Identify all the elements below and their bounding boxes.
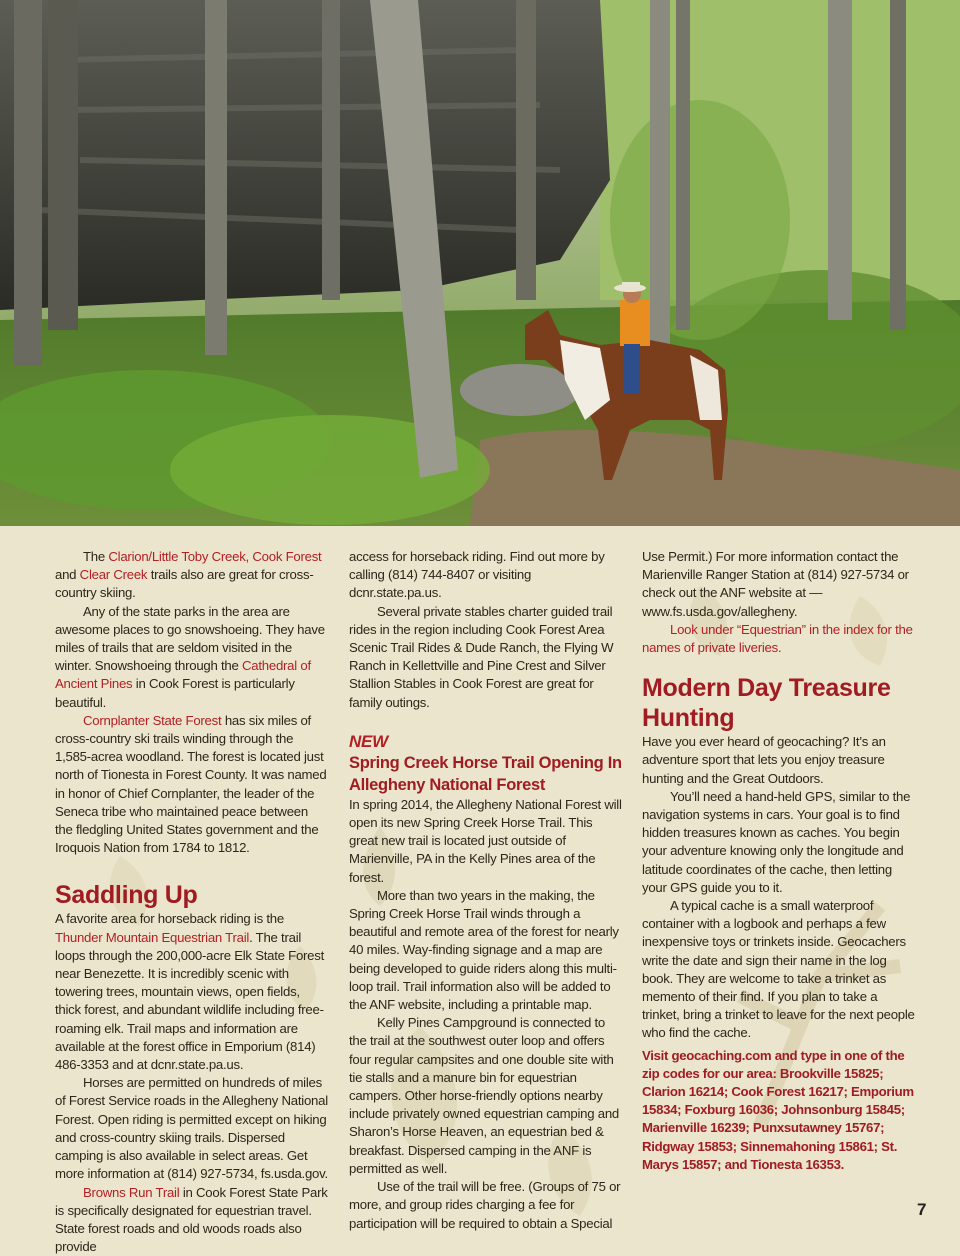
section-heading-saddling-up: Saddling Up (55, 880, 328, 910)
geocaching-zip-codes: Visit geocaching.com and type in one of the zip codes for our area: Brookville 15825; Clarion 16214; Cook Forest 16217; Emporium 15834; Foxburg 16036; Johnsonburg 15845; Marienville 16239; Punxsutawney 15767; Ridgway 15853; Sinnemahoning 15861; St. Marys 15857; and Tionesta 16353. (642, 1047, 917, 1174)
text: has six miles of cross-country ski trails winding through the 1,585-acrea woodland. The forest is located just north of Tionesta in Forest County. It was named in honor of Chief Cornplanter, the leader of the Seneca tribe who maintained peace between the fledgling United States government and the Iroquois Nation from 1784 to 1812. (55, 713, 326, 855)
paragraph (55, 1184, 328, 1256)
link-clear-creek[interactable]: Clear Creek (80, 567, 148, 582)
paragraph: Use of the trail will be free. (Groups of 75 or more, and group rides charging a fee for participation will be required to obtain a Special (349, 1178, 622, 1233)
text: A favorite area for horseback riding is the (55, 911, 284, 926)
paragraph: A typical cache is a small waterproof container with a logbook and perhaps a few inexpensive toys or trinkets inside. Geocachers write the date and sign their name in the log book. They are welcome to take a trinket as memento of their find. If you plan to take a trinket, bring a trinket to leave for the next people who find the cache. (642, 897, 917, 1043)
paragraph: Have you ever heard of geocaching? It’s an adventure sport that lets you enjoy treasure hunting and the Great Outdoors. (642, 733, 917, 788)
paragraph (55, 910, 328, 1074)
subheading-spring-creek: Spring Creek Horse Trail Opening In Allegheny National Forest (349, 752, 622, 796)
text: trails also are great for cross-country skiing. (55, 567, 313, 600)
paragraph: access for horseback riding. Find out more by calling (814) 744-8407 or visiting dcnr.state.pa.us. (349, 548, 622, 603)
paragraph: More than two years in the making, the Spring Creek Horse Trail winds through a beautiful and remote area of the forest for nearly 40 miles. Way-finding signage and a map are being developed to guide riders along this multi-loop trail. Trail information also will be added to the ANF website, including a printable map. (349, 887, 622, 1014)
text: in Cook Forest State Park is specifically designated for equestrian travel. State forest roads and old woods roads also provide (55, 1185, 328, 1255)
paragraph (55, 603, 328, 712)
column-middle (349, 548, 622, 1233)
paragraph (55, 548, 328, 603)
text: in Cook Forest is particularly beautiful. (55, 676, 295, 709)
paragraph: Use Permit.) For more information contact the Marienville Ranger Station at (814) 927-5734 or check out the ANF website at — www.fs.usda.gov/allegheny. (642, 548, 917, 621)
paragraph: Kelly Pines Campground is connected to the trail at the southwest outer loop and offers four regular campsites and one double site with tie stalls and a manure bin for equestrian campers. Other horse-friendly options nearby include privately owned equestrian camping and Sharon’s Horse Heaven, an equestrian bed & breakfast. Dispersed camping in the ANF is permitted as well. (349, 1014, 622, 1178)
text: Any of the state parks in the area are awesome places to go snowshoeing. They have miles of trails that are seldom visited in the winter. Snowshoeing through the (55, 604, 325, 674)
equestrian-index-note: Look under “Equestrian” in the index for the names of private liveries. (642, 621, 917, 657)
text: The (83, 549, 108, 564)
section-heading-treasure-hunting: Modern Day Treasure Hunting (642, 673, 917, 733)
paragraph: You’ll need a hand-held GPS, similar to the navigation systems in cars. Your goal is to find hidden treasures known as caches. You begin your adventure knowing only the longitude and latitude coordinates of the cache, then letting your GPS guide you to it. (642, 788, 917, 897)
article-page (0, 526, 960, 1245)
text: . The trail loops through the 200,000-acre Elk State Forest near Benezette. It is incredibly scenic with towering trees, mountain views, open fields, thick forest, and abundant wildlife including free-roaming elk. Trail maps and information are available at the forest office in Emporium (814) 486-3353 and at dcnr.state.pa.us. (55, 930, 324, 1072)
paragraph: In spring 2014, the Allegheny National Forest will open its new Spring Creek Horse Trail. This great new trail is located just outside of Marienville, PA in the Kelly Pines area of the forest. (349, 796, 622, 887)
link-clarion-trails[interactable]: Clarion/Little Toby Creek, Cook Forest (108, 549, 321, 564)
link-browns-run-trail[interactable]: Browns Run Trail (83, 1185, 179, 1200)
paragraph: Horses are permitted on hundreds of miles of Forest Service roads in the Allegheny National Forest. Open riding is permitted except on hiking and cross-country skiing trails. Dispersed camping is also available in select areas. Get more information at (814) 927-5734, fs.usda.gov. (55, 1074, 328, 1183)
link-cathedral-of-ancient-pines[interactable]: Cathedral of Ancient Pines (55, 658, 311, 691)
link-cornplanter-state-forest[interactable]: Cornplanter State Forest (83, 713, 221, 728)
paragraph (55, 712, 328, 858)
text: and (55, 567, 80, 582)
page-number: 7 (917, 1200, 926, 1220)
new-label: NEW (349, 732, 622, 752)
photo-illustration (0, 0, 960, 526)
forest-horse-rider-photo (0, 0, 960, 526)
paragraph: Several private stables charter guided trail rides in the region including Cook Forest Area Scenic Trail Rides & Dude Ranch, the Flying W Ranch in Kellettville and Pine Crest and Silver Stallion Stables in Cook Forest are great for family outings. (349, 603, 622, 712)
column-left (55, 548, 328, 1256)
column-right (642, 548, 917, 1174)
link-thunder-mountain-trail[interactable]: Thunder Mountain Equestrian Trail (55, 930, 249, 945)
